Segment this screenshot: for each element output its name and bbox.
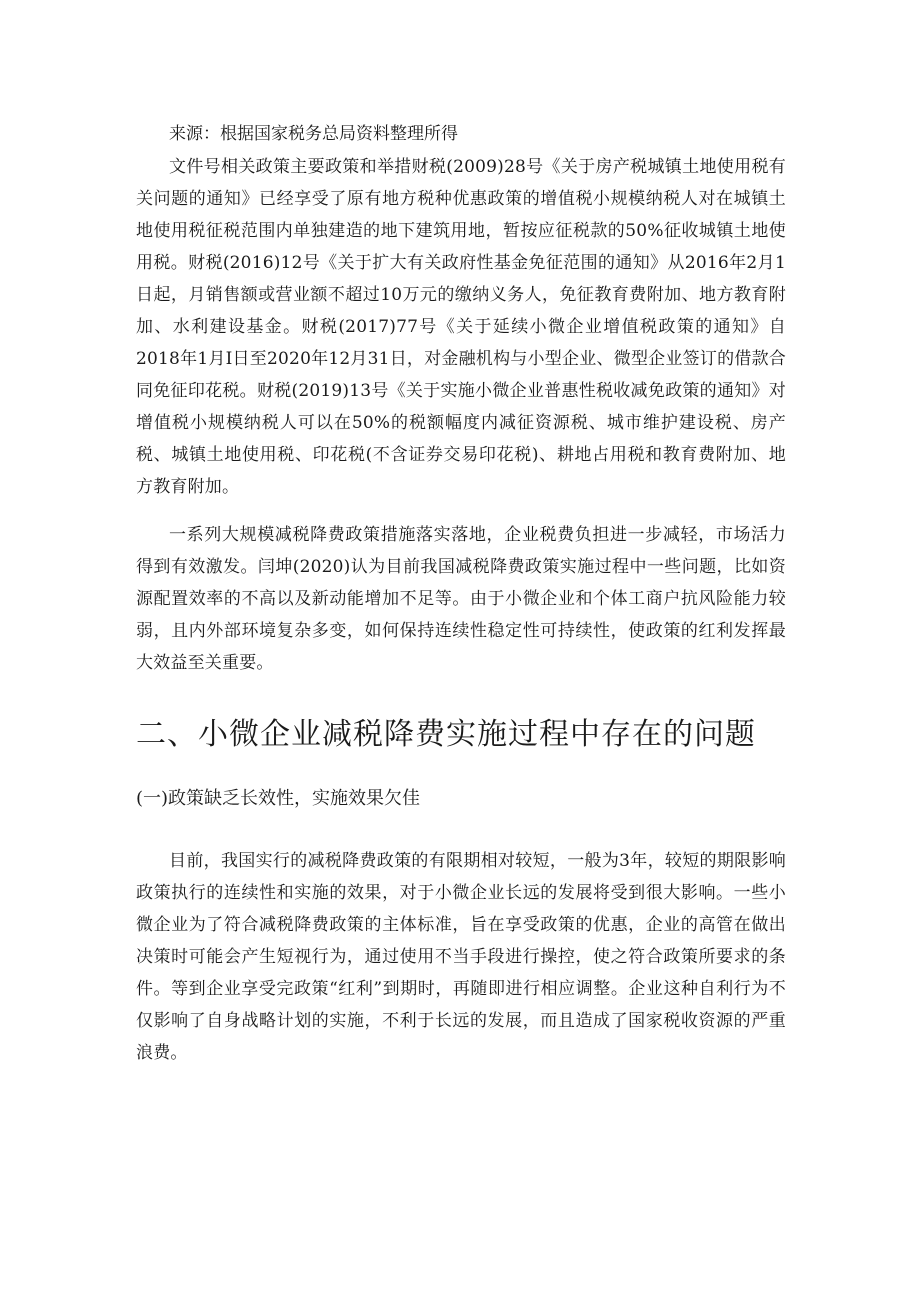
paragraph-short-term-policy: 目前，我国实行的减税降费政策的有限期相对较短，一般为3年，较短的期限影响政策执行的连续性和实施的效果，对于小微企业长远的发展将受到很大影响。一些小微企业为了符合减税降费政策的主体标准，旨在享受政策的优惠，企业的高管在做出决策时可能会产生短视行为，通过使用不当手段进行操控，使之符合政策所要求的条件。等到企业享受完政策“红利”到期时，再随即进行相应调整。企业这种自利行为不仅影响了自身战略计划的实施，不利于长远的发展，而且造成了国家税收资源的严重浪费。 bbox=[136, 851, 786, 1063]
section-heading: 二、小微企业减税降费实施过程中存在的问题 bbox=[136, 717, 756, 752]
document-page bbox=[136, 118, 786, 1069]
subsection-heading: (一)政策缺乏长效性，实施效果欠佳 bbox=[136, 788, 421, 809]
paragraph-policy-list: 文件号相关政策主要政策和举措财税(2009)28号《关于房产税城镇土地使用税有关问题的通知》已经享受了原有地方税种优惠政策的增值税小规模纳税人对在城镇土地使用税征税范围内单独建造的地下建筑用地，暂按应征税款的50%征收城镇土地使用税。财税(2016)12号《关于扩大有关政府性基金免征范围的通知》从2016年2月1日起，月销售额或营业额不超过10万元的缴纳义务人，免征教育费附加、地方教育附加、水利建设基金。财税(2017)77号《关于延续小微企业增值税政策的通知》自2018年1月I日至2020年12月31日，对金融机构与小型企业、微型企业签订的借款合同免征印花税。财税(2019)13号《关于实施小微企业普惠性税收减免政策的通知》对增值税小规模纳税人可以在50%的税额幅度内减征资源税、城市维护建设税、房产税、城镇土地使用税、印花税(不含证券交易印花税)、耕地占用税和教育费附加、地方教育附加。 bbox=[136, 157, 786, 497]
source-note: 来源：根据国家税务总局资料整理所得 bbox=[169, 124, 458, 144]
paragraph-policy-effect: 一系列大规模减税降费政策措施落实落地，企业税费负担进一步减轻，市场活力得到有效激发。闫坤(2020)认为目前我国减税降费政策实施过程中一些问题，比如资源配置效率的不高以及新动能增加不足等。由于小微企业和个体工商户抗风险能力较弱，且内外部环境复杂多变，如何保持连续性稳定性可持续性，使政策的红利发挥最大效益至关重要。 bbox=[136, 525, 786, 673]
